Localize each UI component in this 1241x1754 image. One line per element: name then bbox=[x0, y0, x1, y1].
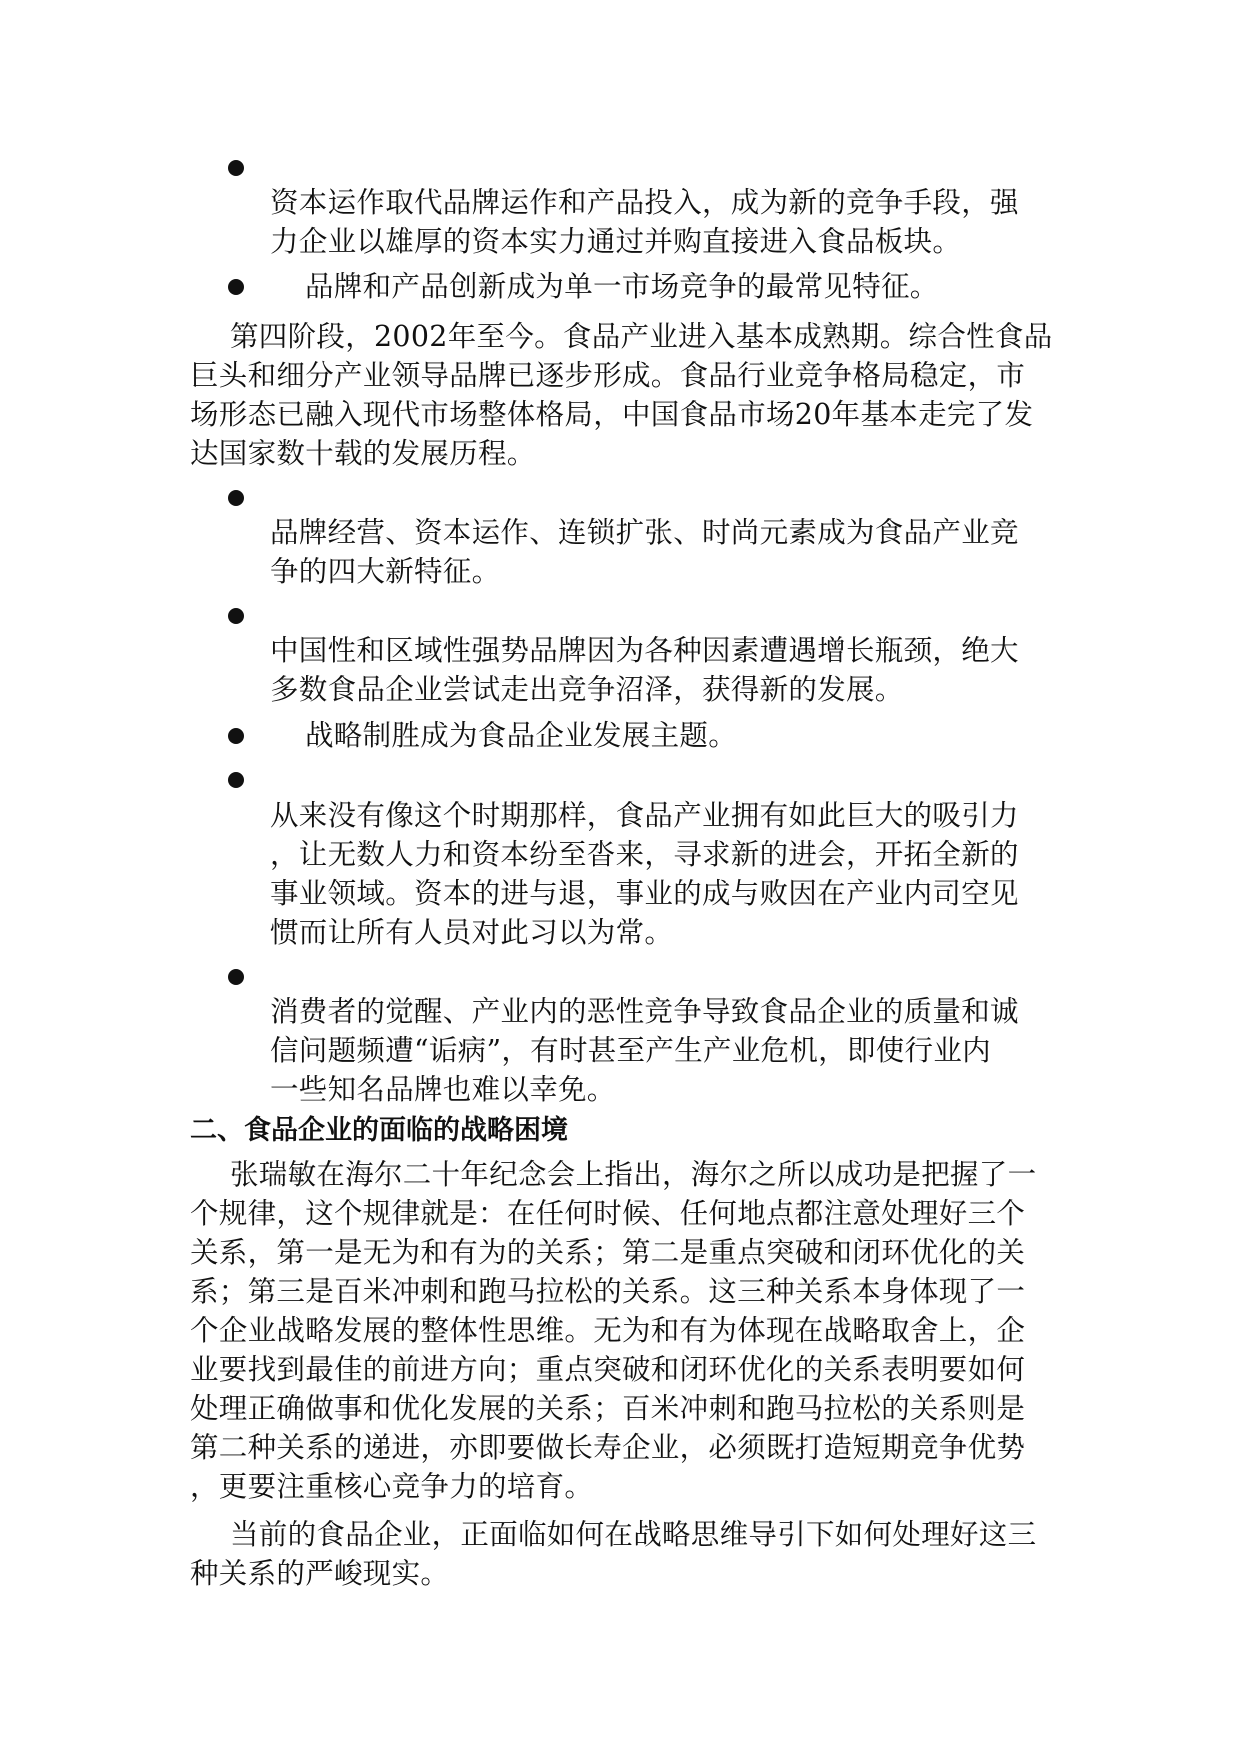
bullet-text-line: ，让无数人力和资本纷至沓来，寻求新的进会，开拓全新的 bbox=[270, 838, 1019, 871]
bullet-text-line: 消费者的觉醒、产业内的恶性竞争导致食品企业的质量和诚 bbox=[270, 995, 1019, 1028]
bullet-text-line: 信问题频遭“诟病”，有时甚至产生产业危机，即使行业内 bbox=[270, 1034, 991, 1067]
paragraph-line: 当前的食品企业，正面临如何在战略思维导引下如何处理好这三 bbox=[230, 1518, 1037, 1551]
bullet-text-line: 力企业以雄厚的资本实力通过并购直接进入食品板块。 bbox=[270, 225, 962, 258]
paragraph-line: 第二种关系的递进，亦即要做长寿企业，必须既打造短期竞争优势 bbox=[190, 1431, 1026, 1464]
bullet-icon bbox=[228, 490, 244, 506]
bullet-icon bbox=[228, 160, 244, 176]
bullet-text-line: 品牌经营、资本运作、连锁扩张、时尚元素成为食品产业竞 bbox=[270, 516, 1019, 549]
bullet-icon bbox=[228, 728, 244, 744]
bullet-text-line: 争的四大新特征。 bbox=[270, 555, 501, 588]
paragraph-line: 关系，第一是无为和有为的关系；第二是重点突破和闭环优化的关 bbox=[190, 1236, 1026, 1269]
bullet-icon bbox=[228, 279, 244, 295]
paragraph-line: 张瑞敏在海尔二十年纪念会上指出，海尔之所以成功是把握了一 bbox=[230, 1158, 1037, 1191]
section-heading: 二、食品企业的面临的战略困境 bbox=[190, 1115, 568, 1146]
paragraph-line: 达国家数十载的发展历程。 bbox=[190, 437, 536, 470]
bullet-text-line: 中国性和区域性强势品牌因为各种因素遭遇增长瓶颈，绝大 bbox=[270, 634, 1019, 667]
paragraph-line: 系；第三是百米冲刺和跑马拉松的关系。这三种关系本身体现了一 bbox=[190, 1275, 1026, 1308]
paragraph-line: 处理正确做事和优化发展的关系；百米冲刺和跑马拉松的关系则是 bbox=[190, 1392, 1026, 1425]
bullet-text-inline: 品牌和产品创新成为单一市场竞争的最常见特征。 bbox=[305, 270, 939, 303]
bullet-text-line: 惯而让所有人员对此习以为常。 bbox=[270, 916, 674, 949]
bullet-text-line: 资本运作取代品牌运作和产品投入，成为新的竞争手段，强 bbox=[270, 186, 1019, 219]
bullet-icon bbox=[228, 608, 244, 624]
paragraph-line: 巨头和细分产业领导品牌已逐步形成。食品行业竞争格局稳定，市 bbox=[190, 359, 1026, 392]
paragraph-line: 个企业战略发展的整体性思维。无为和有为体现在战略取舍上，企 bbox=[190, 1314, 1026, 1347]
bullet-text-line: 多数食品企业尝试走出竞争沼泽，获得新的发展。 bbox=[270, 673, 904, 706]
paragraph-line: ，更要注重核心竞争力的培育。 bbox=[190, 1470, 594, 1503]
paragraph-line: 场形态已融入现代市场整体格局，中国食品市场20年基本走完了发 bbox=[190, 398, 1034, 431]
paragraph-line: 个规律，这个规律就是：在任何时候、任何地点都注意处理好三个 bbox=[190, 1197, 1026, 1230]
paragraph-line: 种关系的严峻现实。 bbox=[190, 1557, 450, 1590]
paragraph-line: 第四阶段，2002年至今。食品产业进入基本成熟期。综合性食品 bbox=[230, 320, 1053, 353]
paragraph-line: 业要找到最佳的前进方向；重点突破和闭环优化的关系表明要如何 bbox=[190, 1353, 1026, 1386]
bullet-text-line: 事业领域。资本的进与退，事业的成与败因在产业内司空见 bbox=[270, 877, 1019, 910]
bullet-text-line: 一些知名品牌也难以幸免。 bbox=[270, 1073, 616, 1106]
bullet-icon bbox=[228, 969, 244, 985]
bullet-text-line: 从来没有像这个时期那样，食品产业拥有如此巨大的吸引力 bbox=[270, 799, 1019, 832]
bullet-text-inline: 战略制胜成为食品企业发展主题。 bbox=[305, 719, 738, 752]
bullet-icon bbox=[228, 772, 244, 788]
